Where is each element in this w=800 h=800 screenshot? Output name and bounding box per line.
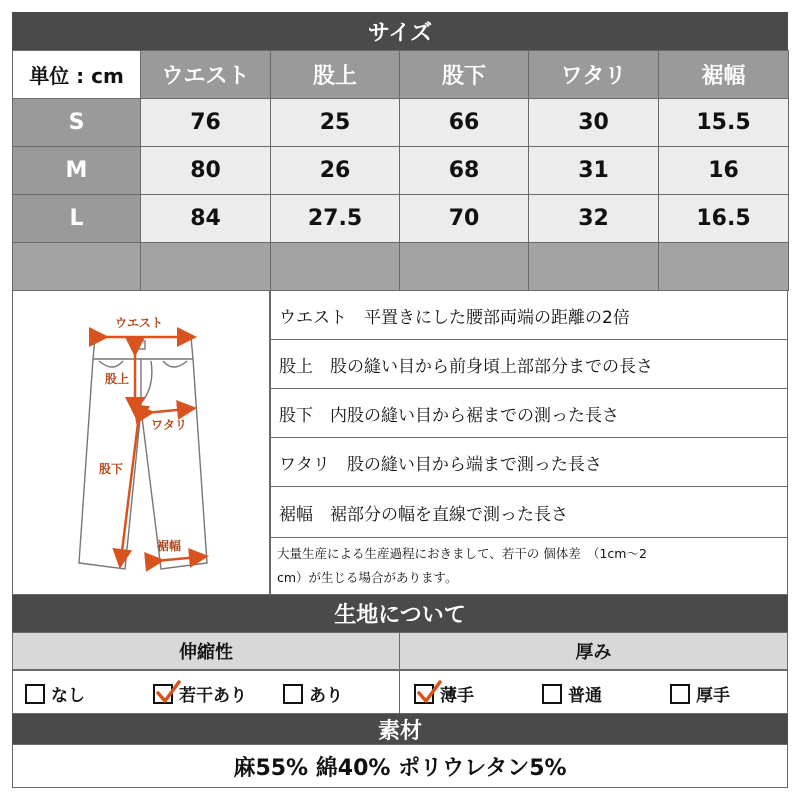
hem-label: 裾幅 — [157, 539, 182, 553]
fabric-header — [12, 595, 788, 632]
inseam-arrow — [121, 415, 139, 559]
description-text: ウエスト 平置きにした腰部両端の距離の2倍 — [279, 307, 630, 328]
material-header — [12, 714, 788, 745]
hem-arrow — [155, 557, 199, 561]
inseam-label: 股下 — [99, 462, 124, 476]
description-hem — [270, 486, 788, 538]
waist-label: ウエスト — [115, 316, 164, 330]
material-value-box — [12, 744, 788, 788]
description-text: ワタリ 股の縫い目から端まで測った長さ — [279, 454, 602, 475]
option-label: なし — [51, 686, 85, 706]
checkbox-checked[interactable] — [414, 684, 434, 704]
stretch-options — [12, 670, 400, 714]
blank-cell — [529, 243, 659, 291]
column-header-inseam: 股下 — [400, 51, 529, 99]
stretch-option-yes[interactable] — [283, 681, 343, 706]
stretch-header — [12, 632, 400, 670]
blank-cell — [659, 243, 789, 291]
value-cell: 66 — [400, 99, 529, 147]
value-cell: 84 — [141, 195, 271, 243]
blank-cell — [400, 243, 529, 291]
stretch-option-none[interactable] — [25, 681, 85, 706]
pants-diagram — [12, 290, 270, 595]
value-cell: 76 — [141, 99, 271, 147]
size-table-header-row — [13, 51, 789, 99]
stretch-option-slight[interactable] — [153, 681, 247, 706]
value-cell: 16 — [659, 147, 789, 195]
value-cell: 15.5 — [659, 99, 789, 147]
table-row — [13, 147, 789, 195]
checkbox-unchecked[interactable] — [283, 684, 303, 704]
size-header-title: サイズ — [367, 20, 433, 46]
note-line-2: cm）が生じる場合があります。 — [277, 570, 458, 585]
thickness-option-normal[interactable] — [542, 681, 602, 706]
rise-label: 股上 — [105, 372, 130, 386]
thickness-option-thin[interactable] — [414, 681, 474, 706]
option-label: 若干あり — [179, 686, 247, 706]
blank-cell — [271, 243, 400, 291]
material-header-title: 素材 — [377, 719, 422, 744]
size-table — [12, 50, 789, 291]
size-header — [12, 12, 788, 50]
blank-cell — [13, 243, 141, 291]
option-label: あり — [309, 686, 343, 706]
option-label: 厚手 — [696, 686, 730, 706]
value-cell: 16.5 — [659, 195, 789, 243]
value-cell: 30 — [529, 99, 659, 147]
description-rise — [270, 339, 788, 389]
description-text: 裾幅 裾部分の幅を直線で測った長さ — [279, 504, 568, 525]
column-header-hem: 裾幅 — [659, 51, 789, 99]
option-label: 薄手 — [440, 686, 474, 706]
size-cell: S — [13, 99, 141, 147]
value-cell: 68 — [400, 147, 529, 195]
individual-difference-note — [270, 537, 788, 595]
thickness-label: 厚み — [575, 642, 612, 663]
blank-cell — [141, 243, 271, 291]
unit-label: 単位 : cm — [13, 51, 141, 99]
value-cell: 31 — [529, 147, 659, 195]
table-row — [13, 195, 789, 243]
description-inseam — [270, 388, 788, 438]
thickness-option-thick[interactable] — [670, 681, 730, 706]
thickness-header — [399, 632, 788, 670]
value-cell: 27.5 — [271, 195, 400, 243]
pants-illustration — [13, 291, 269, 594]
column-header-waist: ウエスト — [141, 51, 271, 99]
thigh-label: ワタリ — [151, 418, 187, 432]
check-mark-icon — [416, 680, 442, 706]
material-value: 麻55% 綿40% ポリウレタン5% — [233, 755, 567, 781]
option-label: 普通 — [568, 686, 602, 706]
note-line-1: 大量生産による生産過程におきまして、若干の 個体差 （1cm～2 — [277, 546, 647, 561]
description-text: 股下 内股の縫い目から裾までの測った長さ — [279, 405, 619, 426]
fabric-header-title: 生地について — [334, 603, 466, 628]
value-cell: 70 — [400, 195, 529, 243]
checkbox-unchecked[interactable] — [670, 684, 690, 704]
checkbox-unchecked[interactable] — [25, 684, 45, 704]
value-cell: 25 — [271, 99, 400, 147]
thigh-arrow — [145, 409, 187, 413]
table-row — [13, 99, 789, 147]
checkbox-unchecked[interactable] — [542, 684, 562, 704]
value-cell: 80 — [141, 147, 271, 195]
description-text: 股上 股の縫い目から前身頃上部部分までの長さ — [279, 356, 653, 377]
table-row-blank — [13, 243, 789, 291]
check-mark-icon — [155, 680, 181, 706]
description-waist — [270, 290, 788, 340]
thickness-options — [399, 670, 788, 714]
description-thigh — [270, 437, 788, 487]
column-header-thigh: ワタリ — [529, 51, 659, 99]
stretch-label: 伸縮性 — [179, 642, 233, 663]
value-cell: 26 — [271, 147, 400, 195]
size-cell: M — [13, 147, 141, 195]
value-cell: 32 — [529, 195, 659, 243]
size-cell: L — [13, 195, 141, 243]
column-header-rise: 股上 — [271, 51, 400, 99]
checkbox-checked[interactable] — [153, 684, 173, 704]
